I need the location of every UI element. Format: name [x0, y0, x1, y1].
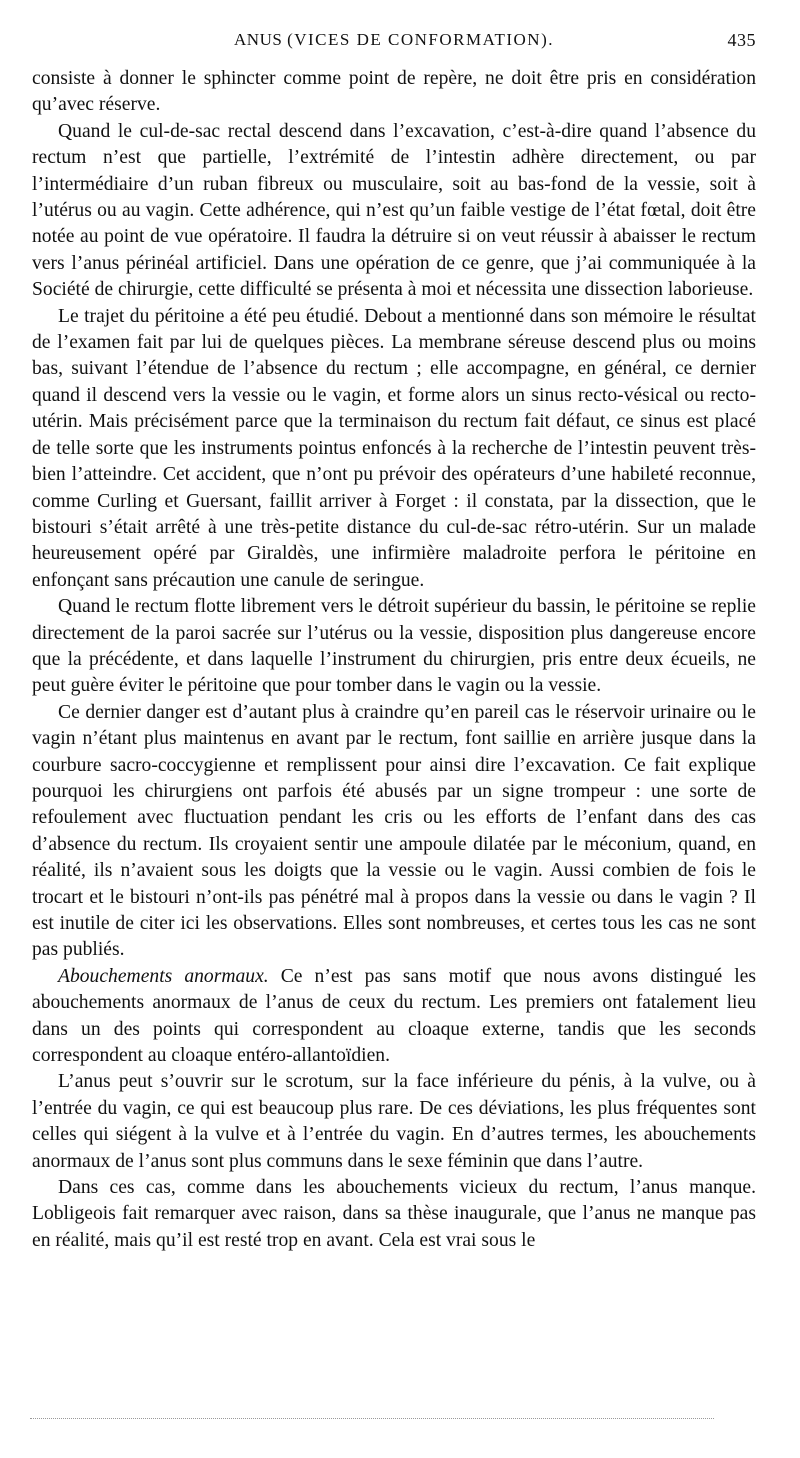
paragraph-text: L’anus peut s’ouvrir sur le scrotum, sur la face inférieure du pénis, à la vulve, ou à l’entrée du vagin, ce qui est beaucoup plus rare. De ces déviations, les plus fréquentes sont celles qui siégent à la vulve et à l’entrée du vagin. En d’autres termes, les abouchements anormaux de l’anus sont plus communs dans le sexe féminin que dans l’autre. — [32, 1071, 756, 1172]
bottom-rule — [30, 1418, 714, 1419]
paragraph — [32, 304, 756, 594]
body-text — [32, 66, 756, 1254]
paragraph-text: consiste à donner le sphincter comme point de repère, ne doit être pris en considération qu’avec réserve. — [32, 68, 756, 116]
paragraph-text: Ce dernier danger est d’autant plus à craindre qu’en pareil cas le réservoir urinaire ou le vagin n’étant plus maintenus en avant par le rectum, font saillie en arrière jusque dans la courbure sacro-coccygienne et remplissent pour ainsi dire l’excavation. Ce fait explique pourquoi les chirurgiens ont parfois été abusés par un signe trompeur : une sorte de refoulement avec fluctuation pendant les cris ou les efforts de l’enfant dans des cas d’absence du rectum. Ils croyaient sentir une ampoule dilatée par le méconium, quand, en réalité, ils n’avaient sous les doigts que la vessie ou le vagin. Aussi combien de fois le trocart et le bistouri n’ont-ils pas pénétré mal à propos dans la vessie ou dans le vagin ? Il est inutile de citer ici les observations. Elles sont nombreuses, et certes tous les cas ne sont pas publiés. — [32, 701, 756, 961]
paragraph — [32, 700, 756, 964]
paragraph-text: Quand le cul-de-sac rectal descend dans l’excavation, c’est-à-dire quand l’absence du rectum n’est que partielle, l’extrémité de l’intestin adhère directement, ou par l’intermédiaire d’un ruban fibreux ou musculaire, soit au bas-fond de la vessie, soit à l’utérus ou au vagin. Cette adhérence, qui n’est qu’un faible vestige de l’état fœtal, doit être notée au point de vue opératoire. Il faudra la détruire si on veut réussir à abaisser le rectum vers l’anus périnéal artificiel. Dans une opération de ce genre, que j’ai communiquée à la Société de chirurgie, cette difficulté se présenta à moi et nécessita une dissection laborieuse. — [32, 120, 756, 301]
paragraph-text: Ce n’est pas sans motif que nous avons distingué les abouchements anormaux de l’anus de ceux du rectum. Les premiers ont fatalement lieu dans un des points qui correspondent au cloaque externe, tandis que les seconds correspondent au cloaque entéro-allantoïdien. — [32, 965, 756, 1067]
running-title — [32, 30, 756, 50]
running-title-sub: (VICES DE CONFORMATION). — [287, 30, 554, 49]
paragraph — [32, 1175, 756, 1254]
paragraph — [32, 594, 756, 700]
paragraph — [32, 1069, 756, 1175]
paragraph-text: Le trajet du péritoine a été peu étudié. Debout a mentionné dans son mémoire le résultat de l’examen fait par lui de quelques pièces. La membrane séreuse descend plus ou moins bas, suivant l’étendue de l’absence du rectum ; elle accompagne, en général, ce dernier quand il descend vers la vessie ou le vagin, et forme alors un sinus recto-vésical ou recto-utérin. Mais précisément parce que la terminaison du rectum fait défaut, ce sinus est placé de telle sorte que les instruments pointus enfoncés à la recherche de l’intestin peuvent très-bien l’atteindre. Cet accident, que n’ont pu prévoir des opérateurs d’une habileté reconnue, comme Curling et Guersant, faillit arriver à Forget : il constata, par la dissection, que le bistouri s’était arrêté à une très-petite distance du cul-de-sac rétro-utérin. Sur un malade heureusement opéré par Giraldès, une infirmière maladroite perfora le péritoine en enfonçant sans précaution une canule de seringue. — [32, 305, 756, 591]
paragraph-text: Dans ces cas, comme dans les abouchements vicieux du rectum, l’anus manque. Lobligeois fait remarquer avec raison, dans sa thèse inaugurale, que l’anus ne manque pas en réalité, mais qu’il est resté trop en avant. Cela est vrai sous le — [32, 1177, 756, 1251]
page-number: 435 — [727, 30, 756, 50]
paragraph — [32, 964, 756, 1070]
paragraph — [32, 66, 756, 119]
running-title-main: ANUS — [234, 30, 283, 49]
running-header — [32, 30, 756, 60]
paragraph-text: Quand le rectum flotte librement vers le détroit supérieur du bassin, le péritoine se replie directement de la paroi sacrée sur l’utérus ou la vessie, disposition plus dangereuse encore que la précédente, et dans laquelle l’instrument du chirurgien, pris entre deux écueils, ne peut guère éviter le péritoine que pour tomber dans le vagin ou la vessie. — [32, 596, 756, 697]
paragraph — [32, 119, 756, 304]
section-term: Abouchements anormaux. — [58, 965, 269, 987]
